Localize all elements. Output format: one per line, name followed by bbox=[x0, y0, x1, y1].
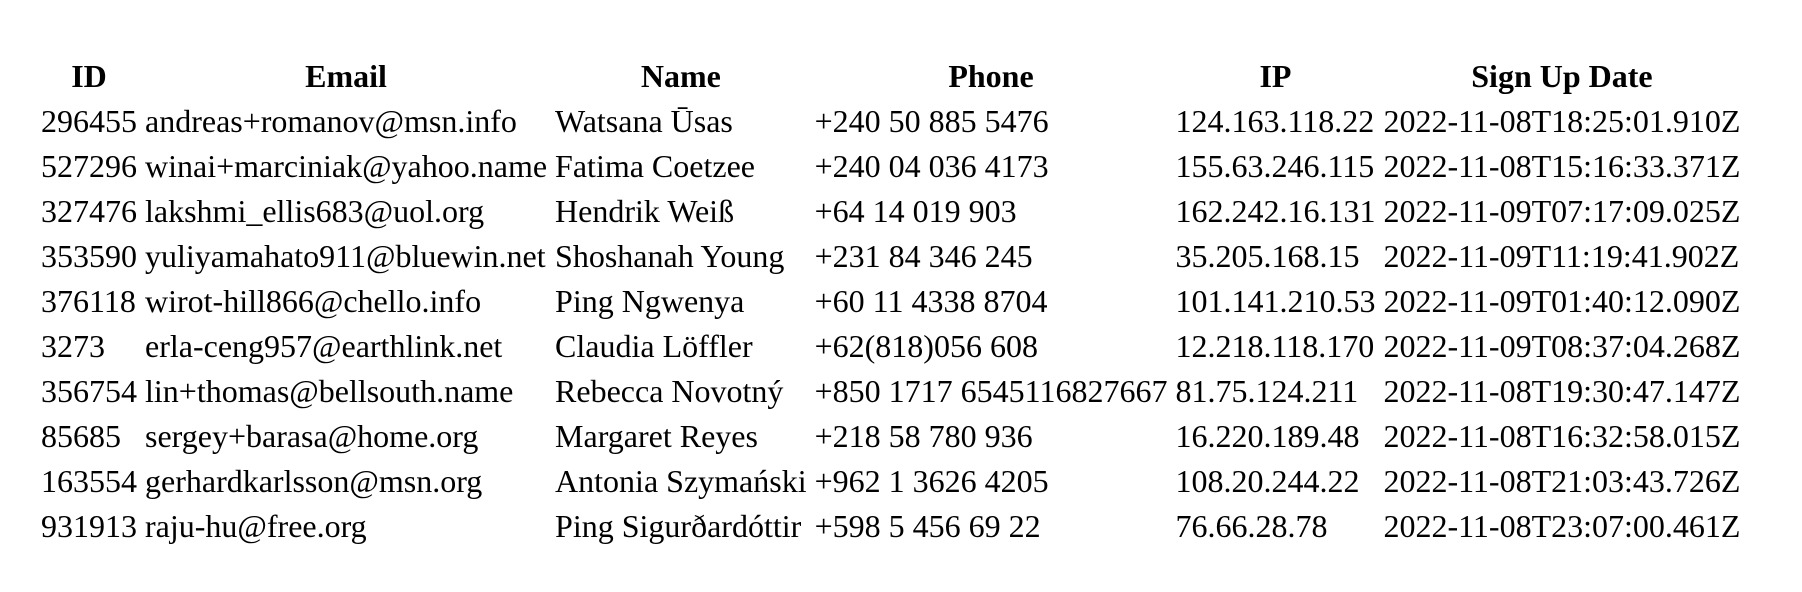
cell-id: 527296 bbox=[41, 148, 137, 184]
cell-email: wirot-hill866@chello.info bbox=[145, 283, 482, 319]
cell-id: 327476 bbox=[41, 193, 137, 229]
column-header-ip: IP bbox=[1259, 58, 1292, 94]
column-header-email: Email bbox=[305, 58, 387, 94]
table-body bbox=[39, 101, 1742, 547]
cell-id: 356754 bbox=[41, 373, 137, 409]
cell-id: 163554 bbox=[41, 463, 137, 499]
cell-signup-date: 2022-11-08T15:16:33.371Z bbox=[1383, 148, 1741, 184]
column-header-name: Name bbox=[640, 58, 721, 94]
cell-name: Claudia Löffler bbox=[555, 328, 753, 364]
cell-ip: 81.75.124.211 bbox=[1175, 373, 1359, 409]
cell-phone: +231 84 346 245 bbox=[814, 238, 1033, 274]
table-row bbox=[39, 281, 1742, 322]
table-row bbox=[39, 461, 1742, 502]
cell-signup-date: 2022-11-08T23:07:00.461Z bbox=[1383, 508, 1741, 544]
cell-signup-date: 2022-11-08T16:32:58.015Z bbox=[1383, 418, 1741, 454]
table-row bbox=[39, 191, 1742, 232]
cell-name: Rebecca Novotný bbox=[555, 373, 784, 409]
cell-ip: 76.66.28.78 bbox=[1175, 508, 1328, 544]
cell-name: Hendrik Weiß bbox=[555, 193, 735, 229]
cell-signup-date: 2022-11-08T21:03:43.726Z bbox=[1383, 463, 1741, 499]
cell-ip: 16.220.189.48 bbox=[1175, 418, 1360, 454]
cell-ip: 35.205.168.15 bbox=[1175, 238, 1360, 274]
table-row bbox=[39, 371, 1742, 412]
cell-id: 3273 bbox=[41, 328, 105, 364]
cell-name: Margaret Reyes bbox=[555, 418, 758, 454]
cell-ip: 108.20.244.22 bbox=[1175, 463, 1360, 499]
cell-email: gerhardkarlsson@msn.org bbox=[145, 463, 483, 499]
cell-id: 931913 bbox=[41, 508, 137, 544]
signups-table bbox=[35, 52, 1746, 551]
cell-email: lakshmi_ellis683@uol.org bbox=[145, 193, 485, 229]
cell-signup-date: 2022-11-09T11:19:41.902Z bbox=[1383, 238, 1740, 274]
table-row bbox=[39, 101, 1742, 142]
cell-email: andreas+romanov@msn.info bbox=[145, 103, 517, 139]
cell-phone: +962 1 3626 4205 bbox=[814, 463, 1049, 499]
cell-name: Ping Sigurðardóttir bbox=[555, 508, 802, 544]
cell-phone: +240 50 885 5476 bbox=[814, 103, 1049, 139]
cell-email: yuliyamahato911@bluewin.net bbox=[145, 238, 546, 274]
cell-signup-date: 2022-11-09T07:17:09.025Z bbox=[1383, 193, 1741, 229]
table-row bbox=[39, 506, 1742, 547]
column-header-id: ID bbox=[71, 58, 107, 94]
cell-name: Shoshanah Young bbox=[555, 238, 785, 274]
table-row bbox=[39, 236, 1742, 277]
cell-phone: +240 04 036 4173 bbox=[814, 148, 1049, 184]
cell-name: Fatima Coetzee bbox=[555, 148, 755, 184]
cell-email: raju-hu@free.org bbox=[145, 508, 367, 544]
cell-signup-date: 2022-11-09T01:40:12.090Z bbox=[1383, 283, 1741, 319]
cell-email: lin+thomas@bellsouth.name bbox=[145, 373, 514, 409]
table-row bbox=[39, 416, 1742, 457]
column-header-signup-date: Sign Up Date bbox=[1471, 58, 1653, 94]
cell-signup-date: 2022-11-09T08:37:04.268Z bbox=[1383, 328, 1741, 364]
table-row bbox=[39, 326, 1742, 367]
cell-id: 376118 bbox=[41, 283, 136, 319]
cell-phone: +218 58 780 936 bbox=[814, 418, 1033, 454]
cell-id: 296455 bbox=[41, 103, 137, 139]
cell-name: Antonia Szymański bbox=[555, 463, 807, 499]
cell-ip: 162.242.16.131 bbox=[1175, 193, 1376, 229]
cell-phone: +598 5 456 69 22 bbox=[814, 508, 1041, 544]
cell-email: sergey+barasa@home.org bbox=[145, 418, 479, 454]
cell-phone: +62(818)056 608 bbox=[814, 328, 1038, 364]
cell-id: 353590 bbox=[41, 238, 137, 274]
header-row bbox=[39, 56, 1742, 97]
cell-ip: 155.63.246.115 bbox=[1175, 148, 1375, 184]
cell-name: Ping Ngwenya bbox=[555, 283, 745, 319]
cell-id: 85685 bbox=[41, 418, 121, 454]
cell-email: winai+marciniak@yahoo.name bbox=[145, 148, 548, 184]
column-header-phone: Phone bbox=[948, 58, 1034, 94]
cell-phone: +60 11 4338 8704 bbox=[814, 283, 1048, 319]
cell-email: erla-ceng957@earthlink.net bbox=[145, 328, 503, 364]
table-row bbox=[39, 146, 1742, 187]
cell-name: Watsana Ūsas bbox=[555, 103, 733, 139]
cell-ip: 124.163.118.22 bbox=[1175, 103, 1375, 139]
cell-ip: 12.218.118.170 bbox=[1175, 328, 1375, 364]
cell-ip: 101.141.210.53 bbox=[1175, 283, 1376, 319]
cell-phone: +850 1717 6545116827667 bbox=[814, 373, 1168, 409]
cell-signup-date: 2022-11-08T19:30:47.147Z bbox=[1383, 373, 1741, 409]
cell-phone: +64 14 019 903 bbox=[814, 193, 1017, 229]
cell-signup-date: 2022-11-08T18:25:01.910Z bbox=[1383, 103, 1741, 139]
table-header bbox=[39, 56, 1742, 97]
